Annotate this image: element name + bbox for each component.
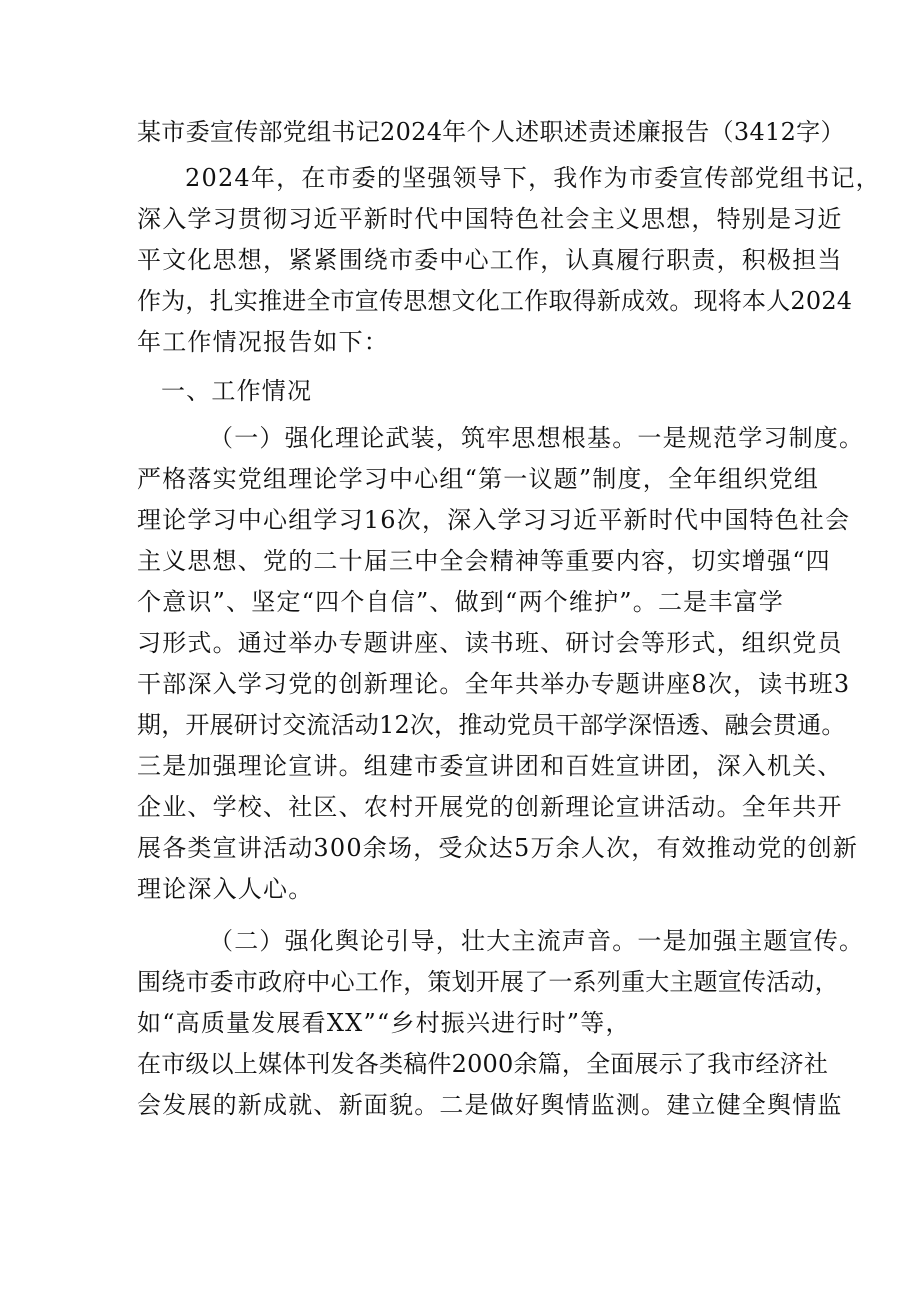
paragraph-line: 三是加强理论宣讲。组建市委宣讲团和百姓宣讲团，深入机关、: [137, 752, 843, 780]
subsection-heading-line: （二）强化舆论引导，壮大主流声音。一是加强主题宣传。: [209, 927, 865, 955]
paragraph-line: 展各类宣讲活动300余场，受众达5万余人次，有效推动党的创新: [137, 834, 859, 862]
paragraph-line: 习形式。通过举办专题讲座、读书班、研讨会等形式，组织党员: [137, 629, 843, 657]
paragraph-line: 严格落实党组理论学习中心组“第一议题”制度，全年组织党组: [137, 465, 820, 493]
paragraph-line: 在市级以上媒体刊发各类稿件2000余篇，全面展示了我市经济社: [137, 1050, 829, 1078]
document-title: 某市委宣传部党组书记2024年个人述职述责述廉报告（3412字）: [137, 118, 845, 146]
section-heading: 一、工作情况: [161, 377, 313, 405]
paragraph-line: 作为，扎实推进全市宣传思想文化工作取得新成效。现将本人2024: [137, 287, 853, 315]
paragraph-line: 个意识”、坚定“四个自信”、做到“两个维护”。二是丰富学: [137, 588, 784, 616]
paragraph-line: 干部深入学习党的创新理论。全年共举办专题讲座8次，读书班3: [137, 670, 851, 698]
paragraph-line: 企业、学校、社区、农村开展党的创新理论宣讲活动。全年共开: [137, 793, 843, 821]
paragraph-line: 理论学习中心组学习16次，深入学习习近平新时代中国特色社会: [137, 506, 851, 534]
paragraph-line: 平文化思想，紧紧围绕市委中心工作，认真履行职责，积极担当: [137, 246, 843, 274]
paragraph-line: 如“高质量发展看XX”“乡村振兴进行时”等，: [137, 1009, 631, 1037]
subsection-heading-line: （一）强化理论武装，筑牢思想根基。一是规范学习制度。: [209, 424, 865, 452]
paragraph-line: 期，开展研讨交流活动12次，推动党员干部学深悟透、融会贯通。: [137, 711, 846, 739]
paragraph-line: 理论深入人心。: [137, 875, 314, 903]
paragraph-line: 主义思想、党的二十届三中全会精神等重要内容，切实增强“四: [137, 547, 831, 575]
paragraph-line: 深入学习贯彻习近平新时代中国特色社会主义思想，特别是习近: [137, 205, 843, 233]
paragraph-line: 2024年，在市委的坚强领导下，我作为市委宣传部党组书记，: [185, 164, 881, 192]
paragraph-line: 年工作情况报告如下：: [137, 328, 389, 356]
paragraph-line: 会发展的新成就、新面貌。二是做好舆情监测。建立健全舆情监: [137, 1091, 843, 1119]
paragraph-line: 围绕市委市政府中心工作，策划开展了一系列重大主题宣传活动，: [137, 968, 839, 996]
